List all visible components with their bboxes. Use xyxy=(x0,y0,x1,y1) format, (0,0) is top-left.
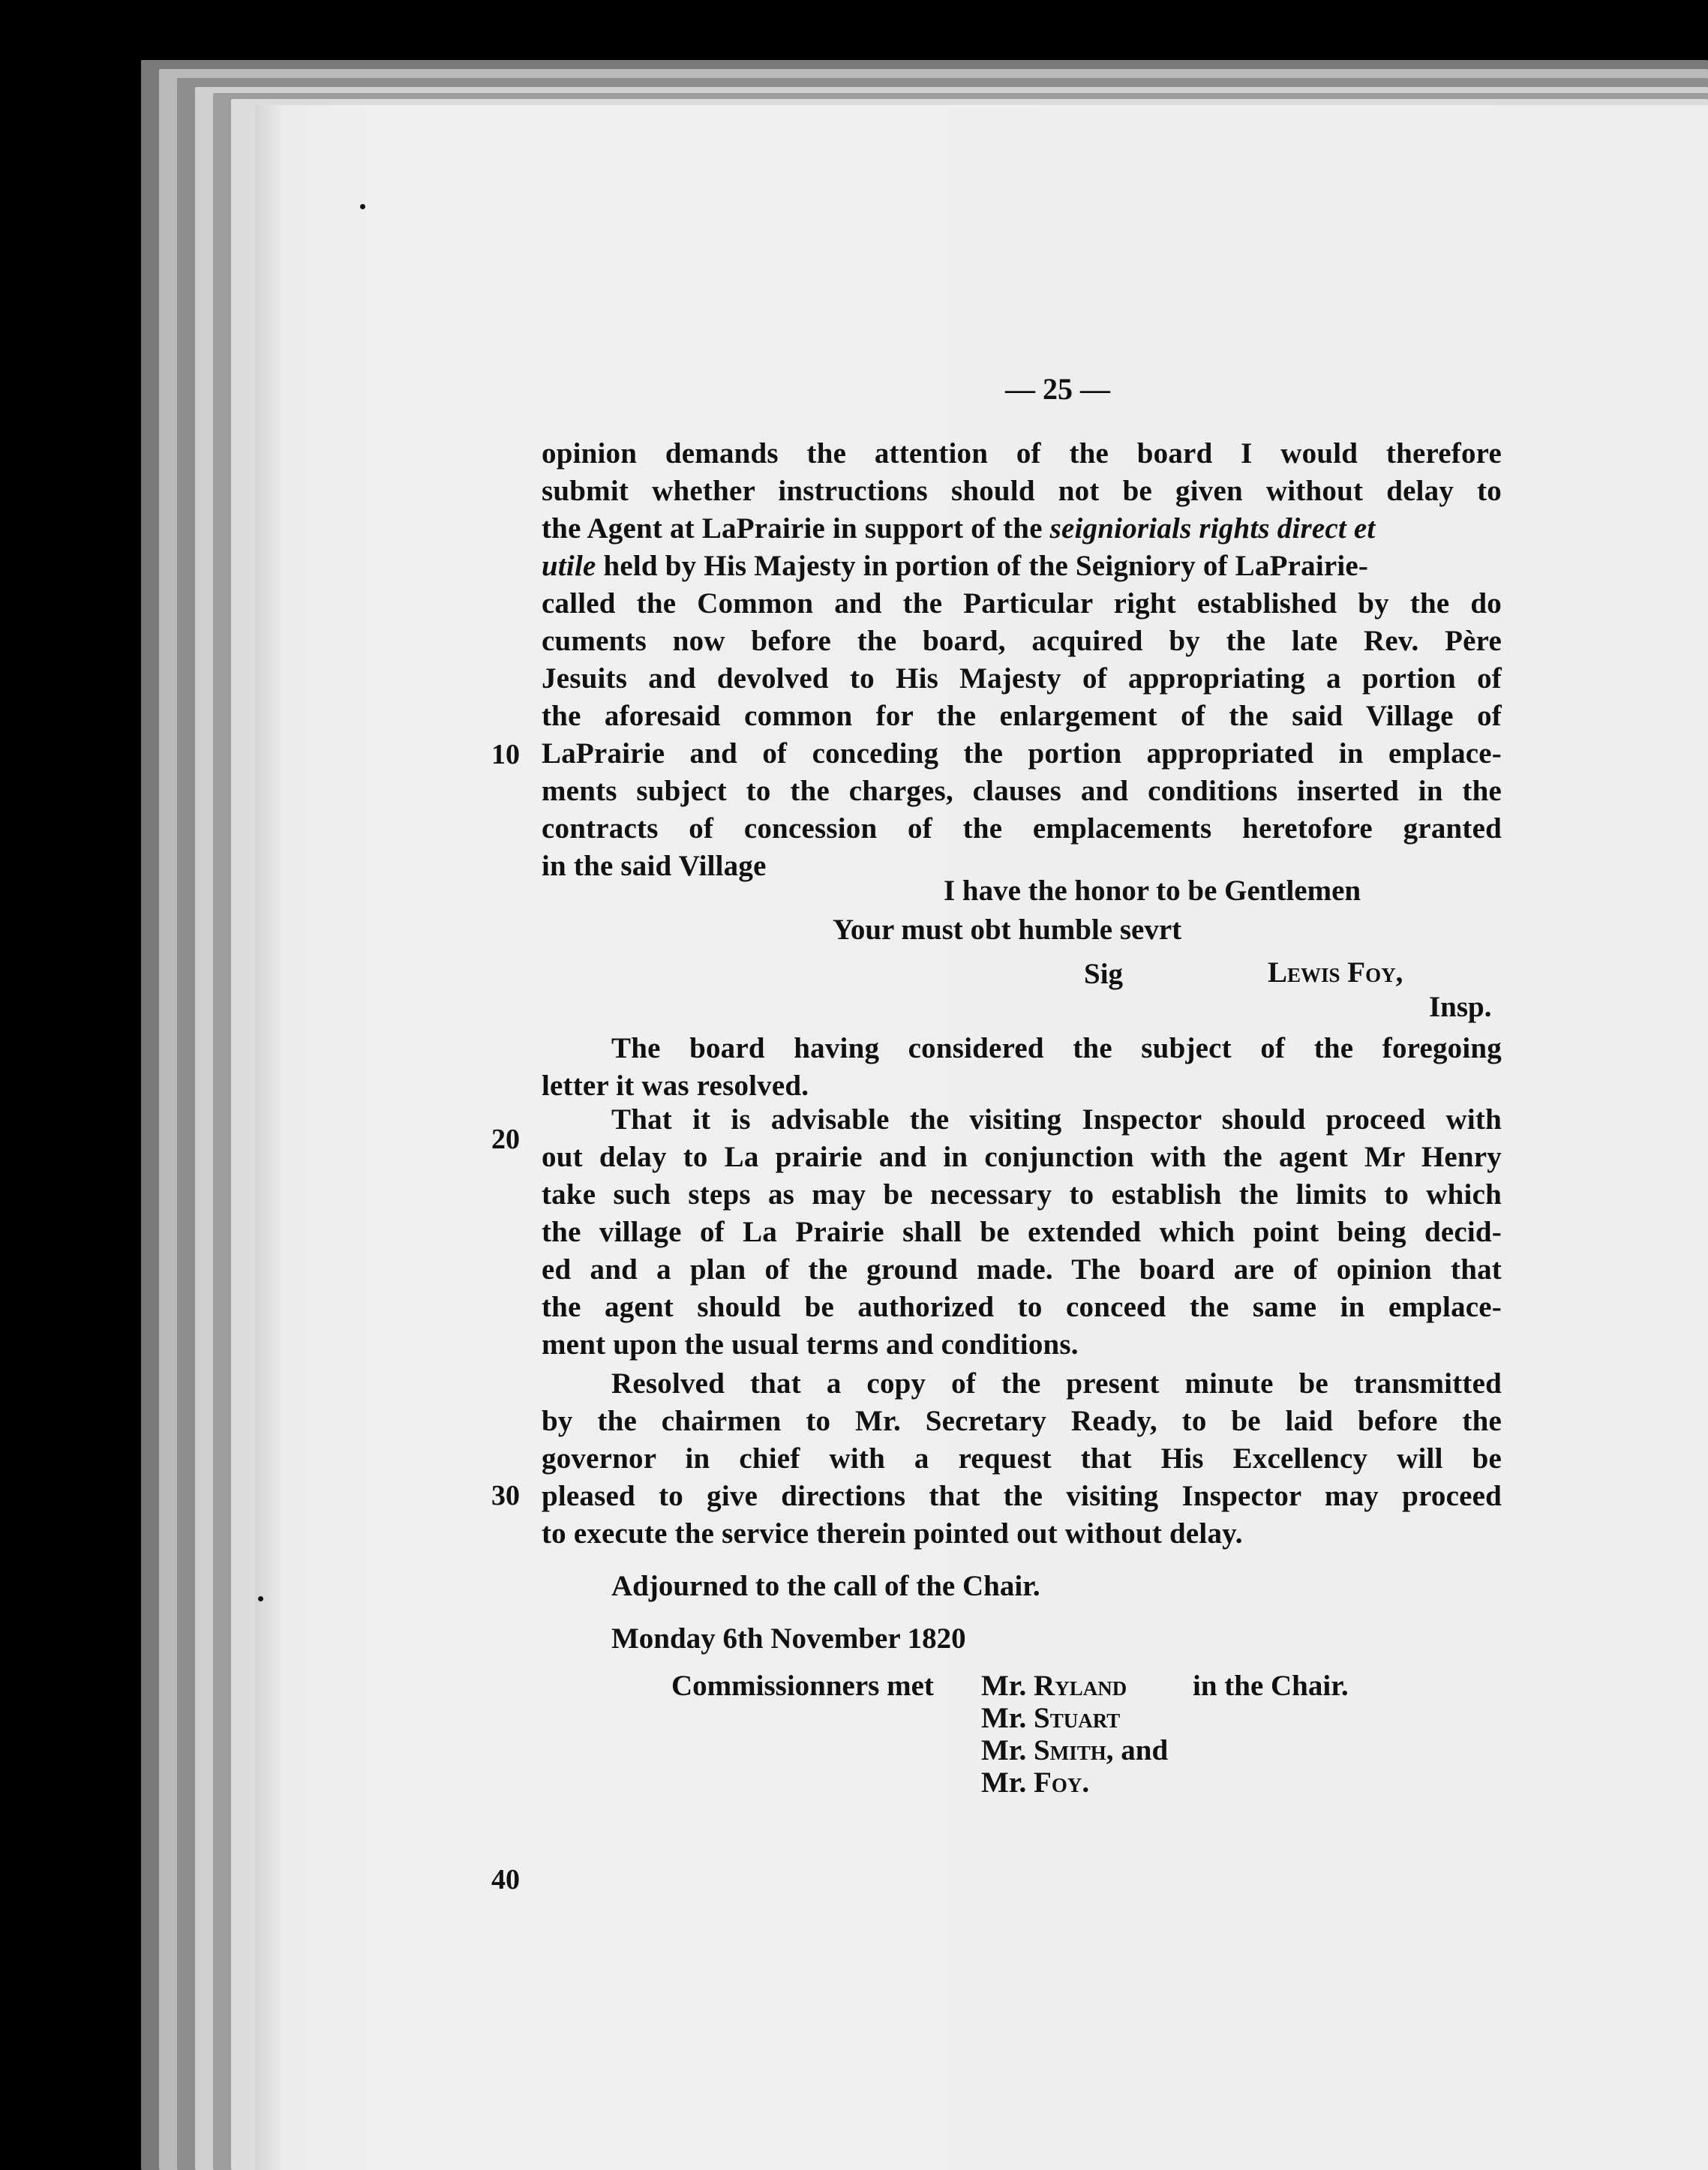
attendee-suffix: and xyxy=(1121,1734,1169,1766)
signature-abbrev: Sig xyxy=(1084,958,1124,990)
signatory-title: Insp. xyxy=(1429,991,1492,1023)
text-line: pleased to give directions that the visiting Inspector may proceed xyxy=(542,1480,1502,1512)
text-line: submit whether instructions should not be given without delay to xyxy=(542,475,1502,507)
attendee-prefix: Mr. xyxy=(981,1702,1027,1734)
chair-note: in the Chair. xyxy=(1193,1670,1349,1702)
text-line: opinion demands the attention of the board I would therefore xyxy=(542,437,1502,470)
closing-honor: I have the honor to be Gentlemen xyxy=(944,875,1361,907)
text-line: cuments now before the board, acquired by the late Rev. Père xyxy=(542,625,1502,657)
meeting-date: Monday 6th November 1820 xyxy=(611,1622,966,1655)
text-line: called the Common and the Particular right established by the do xyxy=(542,587,1502,620)
text-line: Jesuits and devolved to His Majesty of appropriating a portion of xyxy=(542,662,1502,695)
text-line: Resolved that a copy of the present minute be transmitted xyxy=(611,1367,1502,1400)
text-segment: the Agent at LaPrairie in support of the xyxy=(542,512,1043,545)
attendee-name: Ryland xyxy=(1034,1670,1127,1702)
page-number: — 25 — xyxy=(1005,372,1110,406)
text-line: LaPrairie and of conceding the portion appropriated in emplace- xyxy=(542,737,1502,770)
attendee xyxy=(981,1701,1120,1735)
text-line: ments subject to the charges, clauses and conditions inserted in the xyxy=(542,775,1502,807)
italic-phrase: utile xyxy=(542,550,596,582)
attendee-prefix: Mr. xyxy=(981,1670,1027,1702)
attendee xyxy=(981,1669,1127,1703)
attendee-prefix: Mr. xyxy=(981,1766,1027,1799)
text-line: take such steps as may be necessary to establish the limits to which xyxy=(542,1178,1502,1211)
attendee-name: Foy. xyxy=(1034,1766,1090,1799)
text-line: out delay to La prairie and in conjunction with the agent Mr Henry xyxy=(542,1141,1502,1173)
book-page xyxy=(255,105,1708,2170)
text-line: the village of La Prairie shall be extended which point being decid- xyxy=(542,1216,1502,1248)
text-line: The board having considered the subject of the foregoing xyxy=(611,1032,1502,1064)
text-line xyxy=(542,549,1502,583)
page-speck xyxy=(258,1596,263,1601)
text-line: That it is advisable the visiting Inspector should proceed with xyxy=(611,1103,1502,1136)
text-line: by the chairmen to Mr. Secretary Ready, to be laid before the xyxy=(542,1405,1502,1437)
margin-line-number: 40 xyxy=(491,1864,520,1895)
text-line: contracts of concession of the emplacements heretofore granted xyxy=(542,812,1502,845)
attendee-name: Smith, xyxy=(1034,1734,1114,1766)
text-line: to execute the service therein pointed out without delay. xyxy=(542,1517,1243,1550)
text-segment: held by His Majesty in portion of the Seigniory of LaPrairie- xyxy=(603,550,1369,582)
attendee xyxy=(981,1733,1168,1767)
text-line: ment upon the usual terms and conditions. xyxy=(542,1328,1079,1361)
italic-phrase: seigniorials rights direct et xyxy=(1049,512,1376,545)
closing-servant: Your must obt humble sevrt xyxy=(833,914,1182,946)
attendance-label: Commissionners met xyxy=(671,1670,934,1702)
margin-line-number: 10 xyxy=(491,739,520,770)
margin-line-number: 20 xyxy=(491,1124,520,1155)
text-line xyxy=(542,512,1502,545)
text-line: governor in chief with a request that His Excellency will be xyxy=(542,1442,1502,1475)
text-line: letter it was resolved. xyxy=(542,1070,809,1102)
text-line: the agent should be authorized to conceed the same in emplace- xyxy=(542,1291,1502,1323)
attendee-name: Stuart xyxy=(1034,1702,1121,1734)
adjourned-note: Adjourned to the call of the Chair. xyxy=(611,1570,1040,1602)
attendee-prefix: Mr. xyxy=(981,1734,1027,1766)
text-line: the aforesaid common for the enlargement of the said Village of xyxy=(542,700,1502,732)
margin-line-number: 30 xyxy=(491,1480,520,1511)
attendee xyxy=(981,1766,1089,1799)
text-line: in the said Village xyxy=(542,850,767,882)
page-speck xyxy=(360,204,365,209)
signatory-name: Lewis Foy, xyxy=(1268,956,1403,989)
text-line: ed and a plan of the ground made. The board are of opinion that xyxy=(542,1253,1502,1286)
